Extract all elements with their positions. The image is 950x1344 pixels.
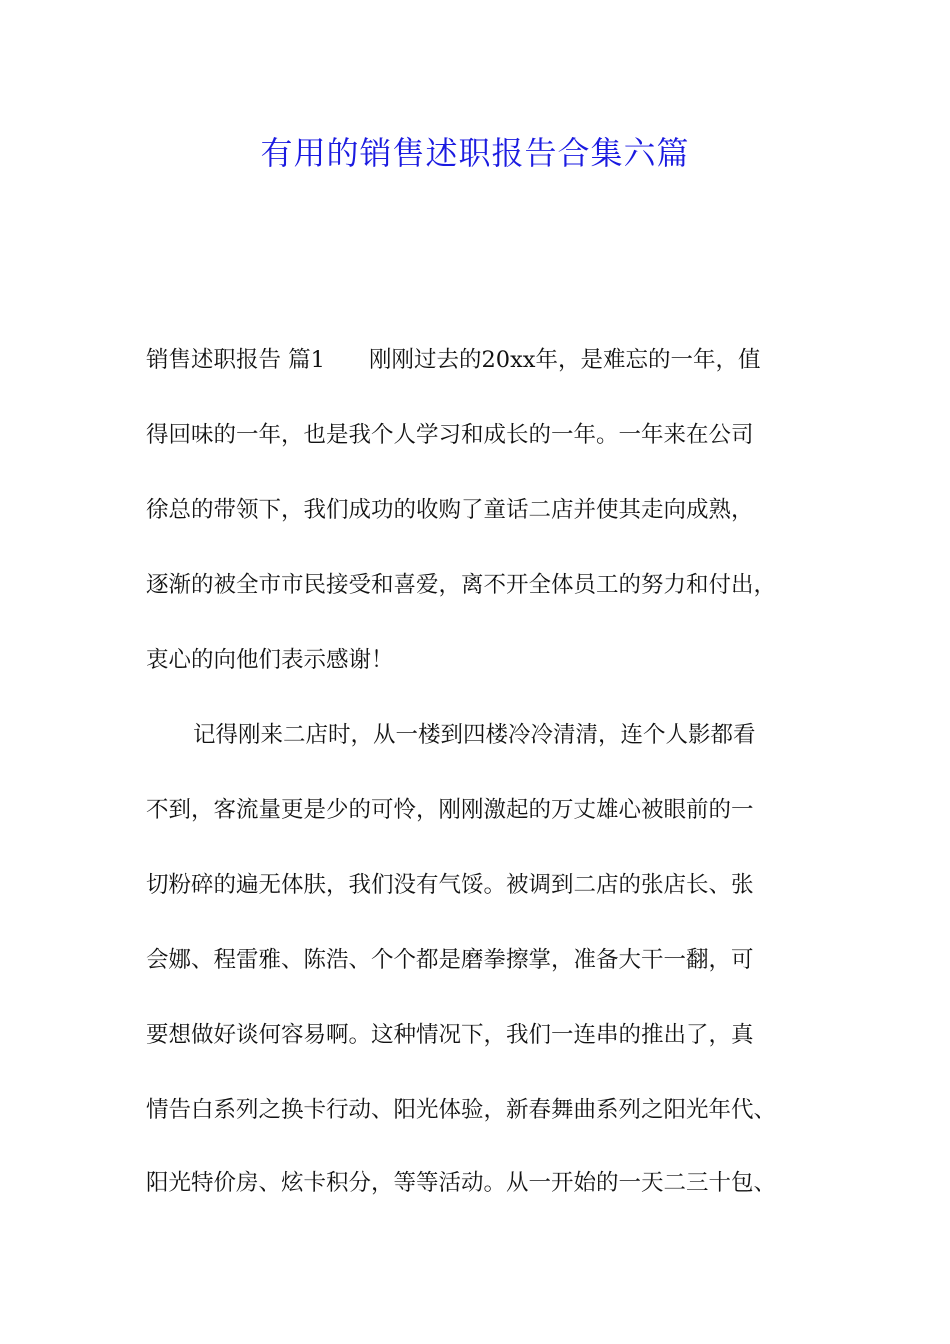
paragraph-line: 要想做好谈何容易啊。这种情况下，我们一连串的推出了，真 (146, 1022, 754, 1048)
paragraph-line: 会娜、程雷雅、陈浩、个个都是磨拳擦掌，准备大干一翻，可 (146, 947, 754, 973)
paragraph-line (146, 340, 760, 380)
paragraph-line: 切粉碎的遍无体肤，我们没有气馁。被调到二店的张店长、张 (146, 872, 754, 898)
line-text: 刚刚过去的20xx年，是难忘的一年，值 (368, 347, 761, 373)
paragraph-line: 衷心的向他们表示感谢！ (146, 647, 394, 673)
paragraph-line: 阳光特价房、炫卡积分，等等活动。从一开始的一天二三十包、 (146, 1170, 777, 1196)
paragraph-line: 不到，客流量更是少的可怜，刚刚激起的万丈雄心被眼前的一 (146, 797, 754, 823)
document-title: 有用的销售述职报告合集六篇 (260, 134, 690, 172)
paragraph-line: 记得刚来二店时，从一楼到四楼冷冷清清，连个人影都看 (193, 722, 756, 748)
paragraph-line: 逐渐的被全市市民接受和喜爱，离不开全体员工的努力和付出， (146, 572, 777, 598)
section-label: 销售述职报告 篇1 (146, 347, 325, 373)
paragraph-line: 徐总的带领下，我们成功的收购了童话二店并使其走向成熟， (146, 497, 754, 523)
paragraph-line: 情告白系列之换卡行动、阳光体验，新春舞曲系列之阳光年代、 (146, 1097, 777, 1123)
paragraph-line: 得回味的一年，也是我个人学习和成长的一年。一年来在公司 (146, 422, 754, 448)
